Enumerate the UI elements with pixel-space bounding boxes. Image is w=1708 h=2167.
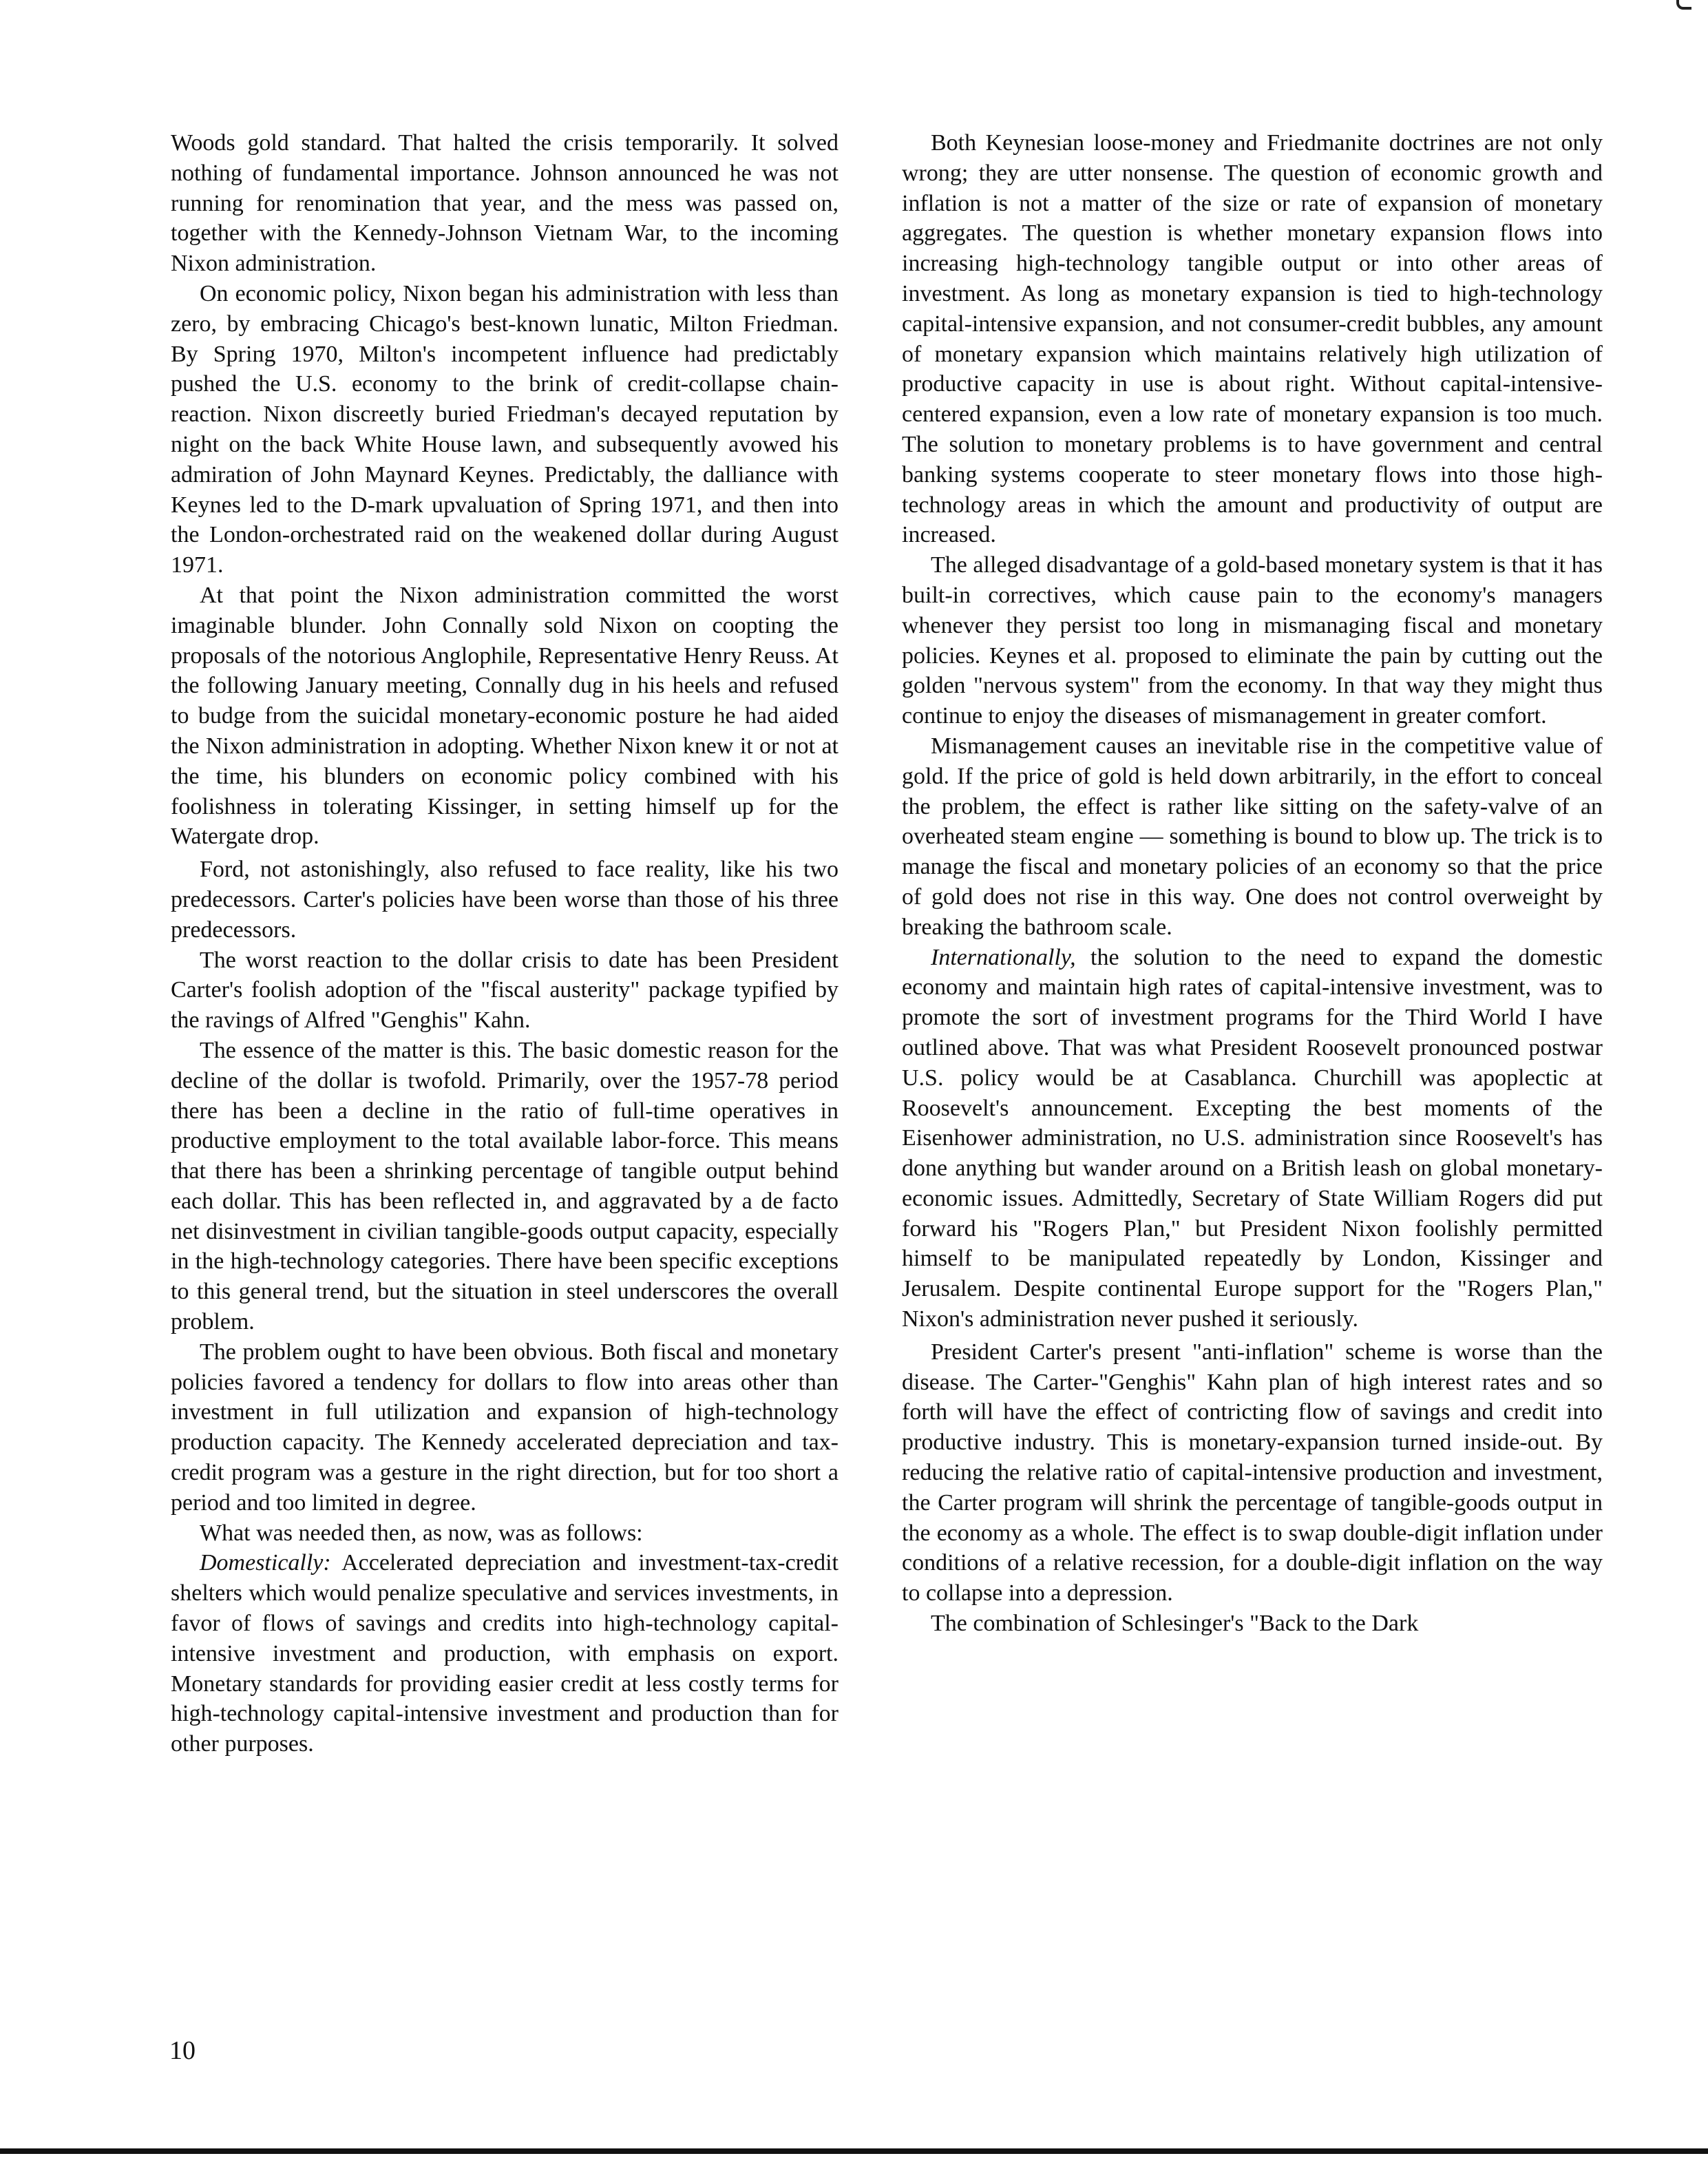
- paragraph-body: Accelerated depreciation and investment-tax-credit shelters which would penalize speculative and services investments, in favor of flows of savings and credits into high-technology capital-intensive investment and production, with emphasis on export. Monetary standards for providing easier credit at less costly terms for high-technology capital-intensive investment and production than for other purposes.: [171, 1550, 839, 1757]
- paragraph: The combination of Schlesinger's "Back to the Dark: [931, 1611, 1419, 1637]
- italic-lead-domestically: Domestically:: [200, 1550, 331, 1576]
- paragraph: What was needed then, as now, was as follows:: [200, 1520, 643, 1546]
- bottom-rule: [0, 2148, 1708, 2154]
- paragraph: The essence of the matter is this. The basic domestic reason for the decline of the dollar is twofold. Primarily, over the 1957-78 period there has been a decline in the ratio of full-time operatives in productive employment to the total available labor-force. This means that there has been a shrinking percentage of tangible output behind each dollar. This has been reflected in, and aggravated by a de facto net disinvestment in civilian tangible-goods output capacity, especially in the high-technology categories. There have been specific exceptions to this general trend, but the situation in steel underscores the overall problem.: [171, 1037, 839, 1335]
- paragraph: Mismanagement causes an inevitable rise in the competitive value of gold. If the price of gold is held down arbitrarily, in the effort to conceal the problem, the effect is rather like sitting on the safety-valve of an overheated steam engine — something is bound to blow up. The trick is to manage the fiscal and monetary policies of an economy so that the price of gold does not rise in this way. One does not control overweight by breaking the bathroom scale.: [902, 733, 1603, 940]
- paragraph: On economic policy, Nixon began his administration with less than zero, by embracing Chicago's best-known lunatic, Milton Friedman. By Spring 1970, Milton's incompetent influence had predictably pushed the U.S. economy to the brink of credit-collapse chain-reaction. Nixon discreetly buried Friedman's decayed reputation by night on the back White House lawn, and subsequently avowed his admiration of John Maynard Keynes. Predictably, the dalliance with Keynes led to the D-mark upvaluation of Spring 1971, and then into the London-orchestrated raid on the weakened dollar during August 1971.: [171, 280, 839, 578]
- paragraph: Both Keynesian loose-money and Friedmanite doctrines are not only wrong; they are utter nonsense. The question of economic growth and inflation is not a matter of the size or rate of expansion of monetary aggregates. The question is whether monetary expansion flows into increasing high-technology tangible output or into other areas of investment. As long as monetary expansion is tied to high-technology capital-intensive expansion, and not consumer-credit bubbles, any amount of monetary expansion which maintains relatively high utilization of productive capacity in use is about right. Without capital-intensive-centered expansion, even a low rate of monetary expansion is too much. The solution to monetary problems is to have government and central banking systems cooperate to steer monetary flows into those high-technology areas in which the amount and productivity of output are increased.: [902, 130, 1603, 548]
- paragraph: The alleged disadvantage of a gold-based monetary system is that it has built-in correctives, which cause pain to the economy's managers whenever they persist too long in mismanaging fiscal and monetary policies. Keynes et al. proposed to eliminate the pain by cutting out the golden "nervous system" from the economy. In that way they might thus continue to enjoy the diseases of mismanagement in greater comfort.: [902, 552, 1603, 729]
- right-column: [902, 128, 1603, 1639]
- paragraph: The worst reaction to the dollar crisis to date has been President Carter's foolish adoption of the "fiscal austerity" package typified by the ravings of Alfred "Genghis" Kahn.: [171, 947, 839, 1034]
- paragraph: The problem ought to have been obvious. Both fiscal and monetary policies favored a tendency for dollars to flow into areas other than investment in full utilization and expansion of high-technology production capacity. The Kennedy accelerated depreciation and tax-credit program was a gesture in the right direction, but for too short a period and too limited in degree.: [171, 1339, 839, 1516]
- paragraph: President Carter's present "anti-inflation" scheme is worse than the disease. The Carter-"Genghis" Kahn plan of high interest rates and so forth will have the effect of contricting flow of savings and credit into productive industry. This is monetary-expansion turned inside-out. By reducing the relative ratio of capital-intensive production and investment, the Carter program will shrink the percentage of tangible-goods output in the economy as a whole. The effect is to swap double-digit inflation under conditions of a relative recession, for a double-digit inflation on the way to collapse into a depression.: [902, 1339, 1603, 1606]
- paragraph: Woods gold standard. That halted the crisis temporarily. It solved nothing of fundamental importance. Johnson announced he was not running for renomination that year, and the mess was passed on, together with the Kennedy-Johnson Vietnam War, to the incoming Nixon administration.: [171, 130, 839, 277]
- italic-lead-internationally: Internationally,: [931, 944, 1076, 970]
- scan-corner-mark: [1676, 0, 1691, 10]
- page-number: 10: [169, 2036, 196, 2065]
- paragraph: [171, 1548, 839, 1759]
- paragraph: Ford, not astonishingly, also refused to face reality, like his two predecessors. Carter's policies have been worse than those of his three predecessors.: [171, 857, 839, 943]
- paragraph: At that point the Nixon administration committed the worst imaginable blunder. John Connally sold Nixon on coopting the proposals of the notorious Anglophile, Representative Henry Reuss. At the following January meeting, Connally dug in his heels and refused to budge from the suicidal monetary-economic posture he had aided the Nixon administration in adopting. Whether Nixon knew it or not at the time, his blunders on economic policy combined with his foolishness in tolerating Kissinger, in setting himself up for the Watergate drop.: [171, 582, 839, 850]
- paragraph: [902, 943, 1603, 1334]
- paragraph-body: the solution to the need to expand the domestic economy and maintain high rates of capital-intensive investment, was to promote the sort of investment programs for the Third World I have outlined above. That was what President Roosevelt pronounced postwar U.S. policy would be at Casablanca. Churchill was apoplectic at Roosevelt's announcement. Excepting the best moments of the Eisenhower administration, no U.S. administration since Roosevelt's has done anything but wander around on a British leash on global monetary-economic issues. Admittedly, Secretary of State William Rogers did put forward his "Rogers Plan," but President Nixon foolishly permitted himself to be manipulated repeatedly by London, Kissinger and Jerusalem. Despite continental Europe support for the "Rogers Plan," Nixon's administration never pushed it seriously.: [902, 944, 1603, 1332]
- left-column: [171, 128, 839, 1759]
